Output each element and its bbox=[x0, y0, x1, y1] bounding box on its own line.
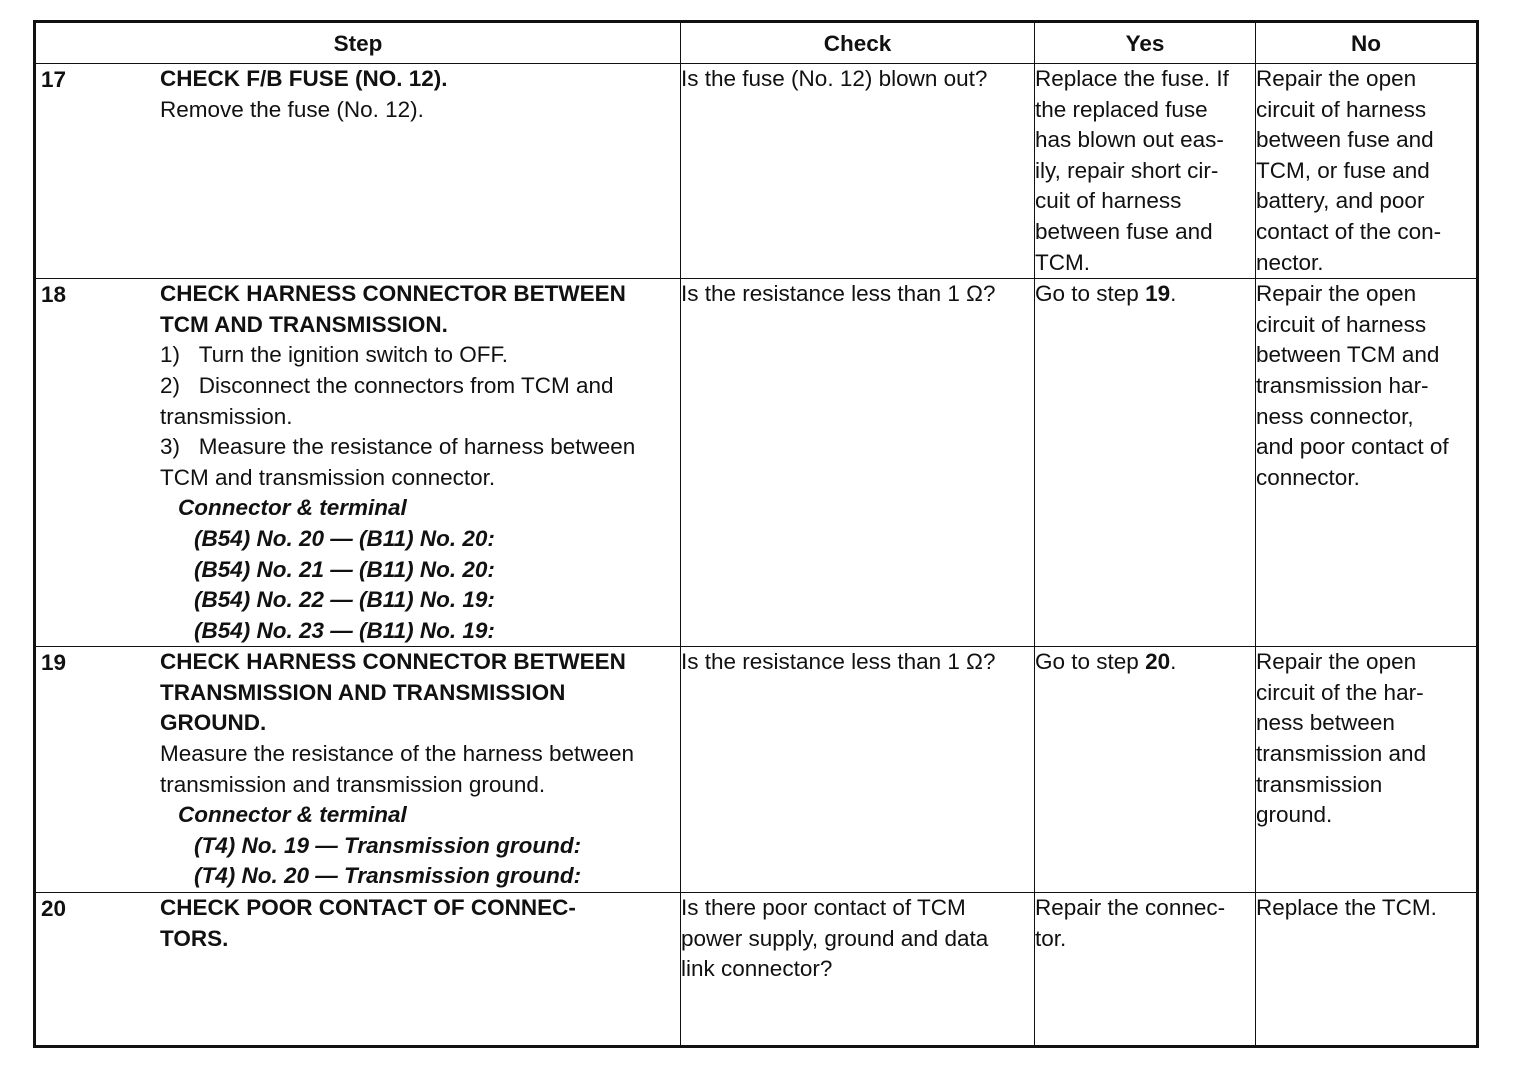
step-number: 19 bbox=[41, 650, 67, 676]
step-title: TRANSMISSION AND TRANSMISSION bbox=[160, 679, 566, 705]
step-title: CHECK HARNESS CONNECTOR BETWEEN bbox=[160, 649, 626, 675]
yes-text: Repair the connec- bbox=[1035, 895, 1226, 921]
yes-text: has blown out eas- bbox=[1035, 127, 1224, 153]
no-text: Repair the open bbox=[1256, 66, 1417, 91]
yes-text: the replaced fuse bbox=[1035, 96, 1208, 122]
step-title: CHECK F/B FUSE (NO. 12). bbox=[160, 66, 448, 91]
step-instruction: Remove the fuse (No. 12). bbox=[160, 96, 424, 122]
connector-terminal-label: Connector & terminal bbox=[178, 495, 407, 521]
step-content bbox=[160, 893, 680, 954]
step-cell bbox=[35, 893, 681, 1047]
no-text: circuit of harness bbox=[1256, 311, 1427, 337]
step-number: 17 bbox=[41, 67, 67, 92]
yes-cell bbox=[1035, 647, 1256, 893]
yes-text: cuit of harness bbox=[1035, 188, 1182, 214]
no-cell bbox=[1256, 279, 1478, 647]
yes-cell bbox=[1035, 893, 1256, 1047]
step-title: CHECK POOR CONTACT OF CONNEC- bbox=[160, 895, 576, 921]
check-cell bbox=[681, 893, 1035, 1047]
check-text: Is there poor contact of TCM bbox=[681, 895, 966, 921]
step-instruction: transmission. bbox=[160, 403, 293, 429]
check-cell bbox=[681, 64, 1035, 279]
table-row bbox=[35, 64, 1478, 279]
yes-text: tor. bbox=[1035, 925, 1067, 951]
no-text: ground. bbox=[1256, 802, 1333, 828]
step-instruction: 1) Turn the ignition switch to OFF. bbox=[160, 342, 509, 368]
step-content bbox=[160, 64, 680, 125]
header-step: Step bbox=[35, 22, 681, 64]
no-text: transmission bbox=[1256, 771, 1383, 797]
yes-prefix: Go to step bbox=[1035, 649, 1146, 675]
no-text: TCM, or fuse and bbox=[1256, 157, 1430, 183]
step-instruction: transmission and transmission ground. bbox=[160, 771, 546, 797]
step-instruction: TCM and transmission connector. bbox=[160, 464, 496, 490]
yes-text: TCM. bbox=[1035, 249, 1090, 275]
no-text: between TCM and bbox=[1256, 342, 1440, 368]
no-cell bbox=[1256, 647, 1478, 893]
no-text: transmission and bbox=[1256, 741, 1427, 767]
yes-cell bbox=[1035, 279, 1256, 647]
next-step-number: 19 bbox=[1145, 281, 1171, 307]
step-cell bbox=[35, 647, 681, 893]
yes-suffix: . bbox=[1170, 281, 1177, 307]
header-no: No bbox=[1256, 22, 1478, 64]
next-step-number: 20 bbox=[1145, 649, 1171, 675]
yes-cell bbox=[1035, 64, 1256, 279]
step-number: 20 bbox=[41, 896, 67, 922]
check-text: Is the resistance less than 1 Ω? bbox=[681, 649, 996, 675]
step-title: CHECK HARNESS CONNECTOR BETWEEN bbox=[160, 281, 626, 307]
yes-text bbox=[1035, 279, 1255, 310]
step-content bbox=[160, 279, 680, 646]
check-text: Is the resistance less than 1 Ω? bbox=[681, 281, 996, 307]
check-text: link connector? bbox=[681, 956, 833, 982]
terminal-spec: (T4) No. 19 — Transmission ground: bbox=[194, 832, 582, 858]
no-text: contact of the con- bbox=[1256, 218, 1442, 244]
no-text: and poor contact of bbox=[1256, 434, 1449, 460]
no-text: Repair the open bbox=[1256, 281, 1417, 307]
terminal-spec: (T4) No. 20 — Transmission ground: bbox=[194, 863, 582, 889]
check-cell bbox=[681, 279, 1035, 647]
no-text: ness connector, bbox=[1256, 403, 1414, 429]
header-check: Check bbox=[681, 22, 1035, 64]
step-instruction: 3) Measure the resistance of harness between bbox=[160, 434, 636, 460]
no-text: Replace the TCM. bbox=[1256, 895, 1437, 921]
no-cell bbox=[1256, 64, 1478, 279]
check-text: Is the fuse (No. 12) blown out? bbox=[681, 66, 988, 91]
yes-text bbox=[1035, 647, 1255, 678]
terminal-spec: (B54) No. 23 — (B11) No. 19: bbox=[194, 617, 495, 643]
step-title: TCM AND TRANSMISSION. bbox=[160, 311, 448, 337]
yes-suffix: . bbox=[1170, 649, 1177, 675]
no-text: ness between bbox=[1256, 710, 1395, 736]
no-text: Repair the open bbox=[1256, 649, 1417, 675]
table-row bbox=[35, 279, 1478, 647]
connector-terminal-label: Connector & terminal bbox=[178, 802, 407, 828]
table-row bbox=[35, 647, 1478, 893]
table-row bbox=[35, 893, 1478, 1047]
terminal-spec: (B54) No. 22 — (B11) No. 19: bbox=[194, 587, 495, 613]
no-text: battery, and poor bbox=[1256, 188, 1425, 214]
yes-text: between fuse and bbox=[1035, 218, 1213, 244]
no-text: circuit of the har- bbox=[1256, 679, 1424, 705]
diagnostic-table bbox=[33, 20, 1479, 1048]
no-text: between fuse and bbox=[1256, 127, 1434, 153]
step-instruction: Measure the resistance of the harness between bbox=[160, 741, 635, 767]
yes-text: Replace the fuse. If bbox=[1035, 66, 1229, 91]
check-text: power supply, ground and data bbox=[681, 925, 989, 951]
step-title: GROUND. bbox=[160, 710, 267, 736]
terminal-spec: (B54) No. 21 — (B11) No. 20: bbox=[194, 556, 495, 582]
step-title: TORS. bbox=[160, 925, 229, 951]
step-instruction: 2) Disconnect the connectors from TCM and bbox=[160, 372, 614, 398]
yes-text: ily, repair short cir- bbox=[1035, 157, 1219, 183]
no-text: connector. bbox=[1256, 464, 1360, 490]
yes-prefix: Go to step bbox=[1035, 281, 1146, 307]
terminal-spec: (B54) No. 20 — (B11) No. 20: bbox=[194, 525, 495, 551]
step-number: 18 bbox=[41, 282, 67, 308]
check-cell bbox=[681, 647, 1035, 893]
no-cell bbox=[1256, 893, 1478, 1047]
step-cell bbox=[35, 64, 681, 279]
header-yes: Yes bbox=[1035, 22, 1256, 64]
no-text: nector. bbox=[1256, 249, 1324, 275]
no-text: transmission har- bbox=[1256, 372, 1429, 398]
header-row bbox=[35, 22, 1478, 64]
no-text: circuit of harness bbox=[1256, 96, 1427, 122]
step-cell bbox=[35, 279, 681, 647]
step-content bbox=[160, 647, 680, 892]
